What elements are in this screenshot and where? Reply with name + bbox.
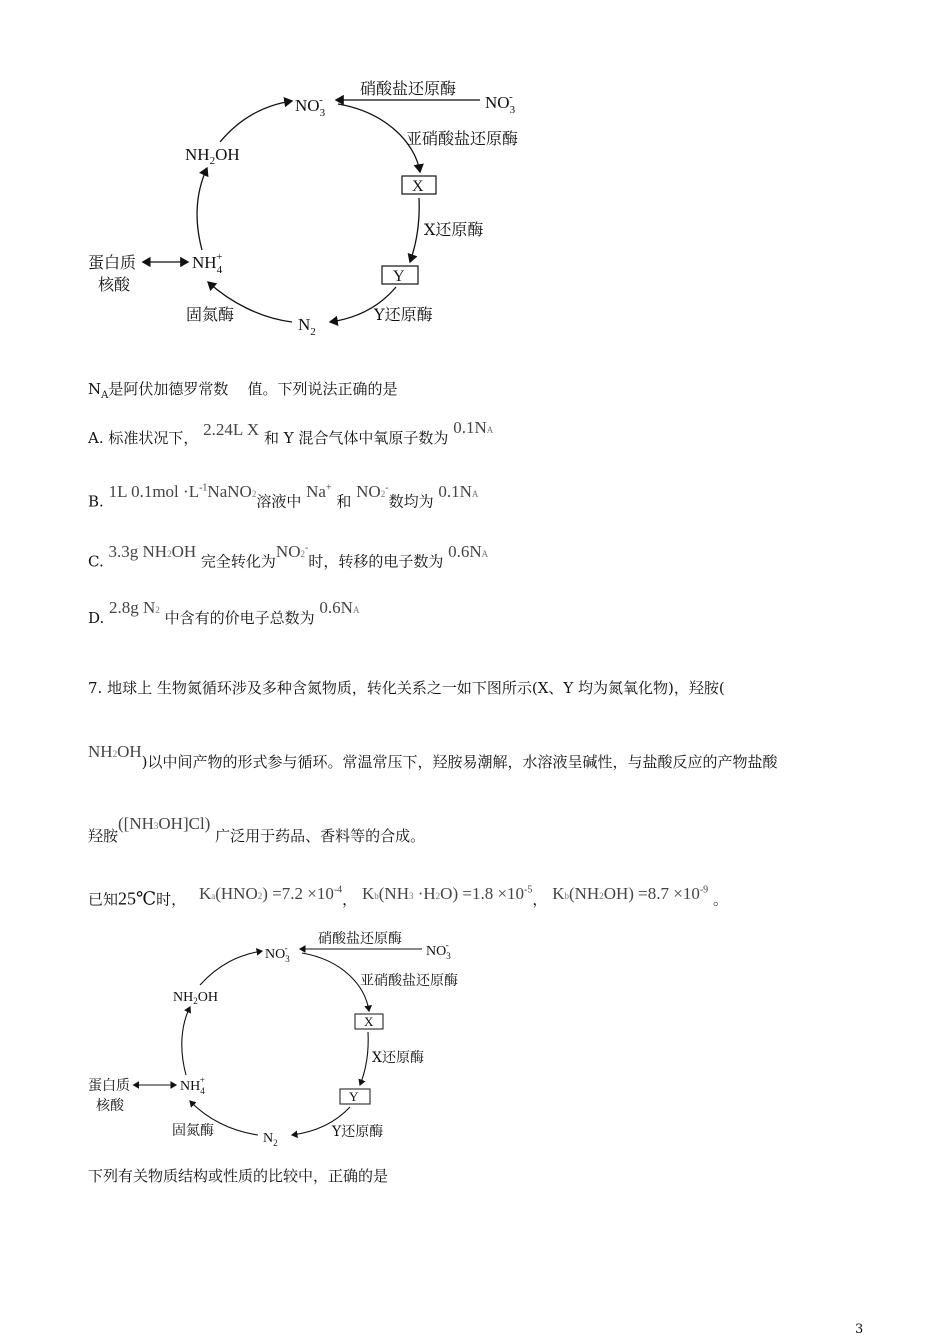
q7-line1: 7. 地球上 生物氮循环涉及多种含氮物质，转化关系之一如下图所示(X、Y 均为氮氧化物)，羟胺( bbox=[88, 679, 725, 697]
nitrate-source-node: $NO_3-$ bbox=[485, 91, 516, 116]
arrow-nh4-to-nh2oh bbox=[197, 168, 207, 250]
protein-label-2: 蛋白质 bbox=[88, 1078, 130, 1094]
label-nitrite-reductase-2: 亚硝酸盐还原酶 bbox=[360, 973, 458, 989]
arrow-x-to-y-2 bbox=[360, 1032, 368, 1085]
nh4-node: $NH_4+$ bbox=[192, 251, 223, 276]
label-x-reductase-2: X还原酶 bbox=[372, 1050, 424, 1066]
nitrate-source-node-2: $NO_3-$ bbox=[426, 940, 451, 961]
arrow-no3-to-x-2 bbox=[302, 953, 369, 1011]
q7-prompt: 下列有关物质结构或性质的比较中，正确的是 bbox=[88, 1167, 389, 1185]
label-nitrite-reductase: 亚硝酸盐还原酶 bbox=[406, 129, 519, 148]
nitrate-node: $NO_3-$ bbox=[295, 94, 326, 119]
nh2oh-node-2: $NH_2OH$ bbox=[173, 990, 218, 1006]
arrow-nh2oh-to-no3 bbox=[220, 101, 292, 142]
q7-line2: NH2OH)以中间产物的形式参与循环。常温常压下，羟胺易潮解，水溶液呈碱性，与盐酸反应的产物盐酸 bbox=[88, 742, 778, 771]
y-node-2: Y bbox=[349, 1089, 359, 1104]
x-node: X bbox=[412, 178, 424, 195]
nh4-node-2: $NH_4+$ bbox=[180, 1075, 205, 1096]
label-nitrogenase: 固氮酶 bbox=[186, 305, 235, 324]
q7-line4: 已知25℃时， $Ka(HNO2) =7.2 \times 10^{-4}$， $Kb(NH3 \cdot H2O) =1.8 \times 10^{-5}$， $Kb(NH2OH) =8.7 \times 10^{-9}$ 。 bbox=[88, 883, 728, 909]
nitrogen-cycle-diagram-top bbox=[80, 70, 560, 345]
q6-option-d: D. 2.8g N2 中含有的价电子总数为 0.6NA bbox=[88, 598, 360, 627]
label-y-reductase: Y还原酶 bbox=[374, 305, 433, 324]
nh2oh-node: $NH_2OH$ bbox=[185, 145, 240, 167]
label-nitrogenase-2: 固氮酶 bbox=[172, 1123, 214, 1139]
label-nitrate-reductase-2: 硝酸盐还原酶 bbox=[318, 931, 402, 947]
x-node-2: X bbox=[364, 1014, 374, 1029]
nucleic-label-2: 核酸 bbox=[96, 1098, 124, 1114]
label-nitrate-reductase: 硝酸盐还原酶 bbox=[360, 79, 457, 98]
q6-option-b: B. 1L $0.1mol \cdot L^{-1}NaNO2$溶液中 Na+ 和 NO2-数均为 0.1NA bbox=[88, 481, 479, 511]
nitrate-node-2: $NO_3-$ bbox=[265, 943, 290, 964]
nucleic-label: 核酸 bbox=[98, 275, 131, 294]
arrow-x-to-y bbox=[410, 198, 419, 262]
y-node: Y bbox=[393, 268, 405, 285]
q6-option-a: A. 标准状况下， 2.24L X 和 Y 混合气体中氧原子数为 0.1NA bbox=[88, 418, 494, 447]
nitrogen-cycle-diagram-bottom bbox=[80, 925, 490, 1155]
arrow-nh2oh-to-no3-2 bbox=[200, 951, 262, 985]
q6-option-c: C. 3.3g NH2OH 完全转化为NO2-时，转移的电子数为 0.6NA bbox=[88, 541, 489, 571]
arrow-nh4-to-nh2oh-2 bbox=[182, 1007, 190, 1075]
label-x-reductase: X还原酶 bbox=[424, 220, 484, 239]
label-y-reductase-2: Y还原酶 bbox=[332, 1124, 384, 1140]
q6-stem: $N_A$是阿伏加德罗常数 值。下列说法正确的是 bbox=[88, 380, 398, 401]
n2-node-2: $N_2$ bbox=[263, 1131, 278, 1148]
n2-node: $N_2$ bbox=[298, 315, 316, 338]
q7-line3: 羟胺([NH3OH]Cl) 广泛用于药品、香料等的合成。 bbox=[88, 814, 426, 845]
page-number: 3 bbox=[855, 1322, 864, 1337]
protein-label: 蛋白质 bbox=[88, 253, 137, 272]
